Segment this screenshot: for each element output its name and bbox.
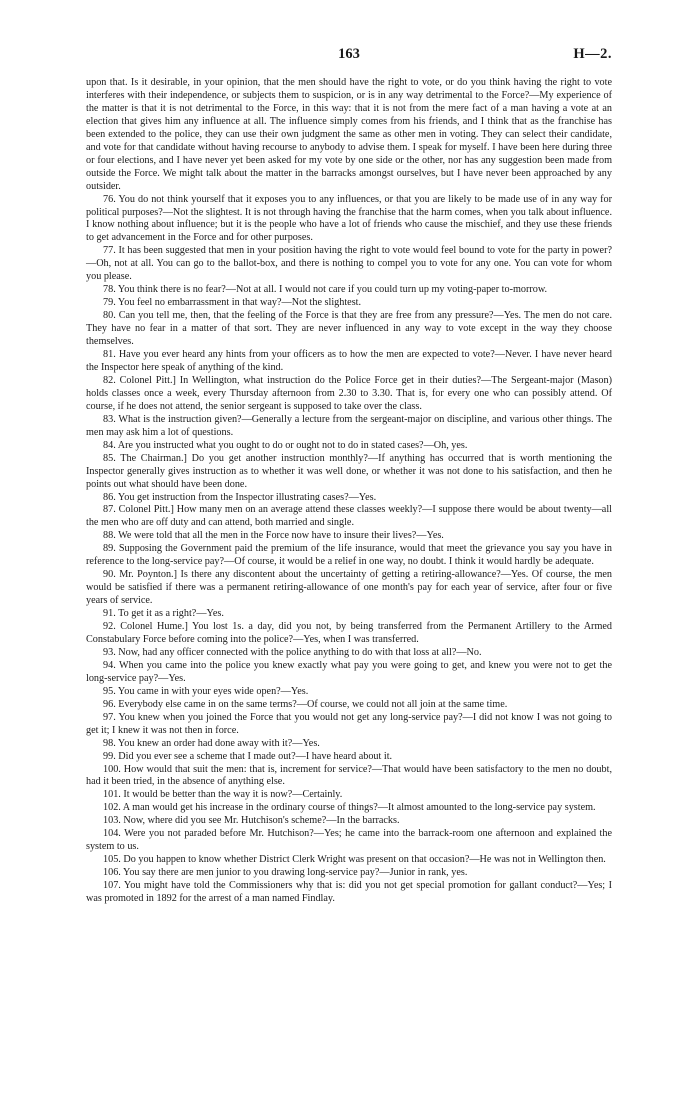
paragraph: 94. When you came into the police you knew exactly what pay you were going to get, and knew you were not to get the long-service pay?—Yes. [86, 659, 612, 684]
paragraph: 87. Colonel Pitt.] How many men on an average attend these classes weekly?—I suppose there would be about twenty—all the men who are off duty and can attend, both married and single. [86, 504, 612, 529]
paragraph: 77. It has been suggested that men in your position having the right to vote would feel bound to vote for the party in power?—Oh, not at all. You can go to the ballot-box, and there is nothing to compel you to vote for any one. You can vote for whom you please. [86, 245, 612, 283]
paragraph: 101. It would be better than the way it is now?—Certainly. [103, 789, 343, 801]
testimony-text [86, 77, 612, 906]
paragraph: 85. The Chairman.] Do you get another instruction monthly?—If anything has occurred that is worth mentioning the Inspector generally gives instruction as to whether it was well done, or whether it was not done to his satisfaction, and then he points out what should have been done. [86, 452, 612, 490]
page-header [86, 46, 612, 66]
paragraph: 78. You think there is no fear?—Not at all. I would not care if you could turn up my voting-paper to-morrow. [103, 284, 548, 296]
paragraph: 97. You knew when you joined the Force that you would not get any long-service pay?—I did not know I was not going to get it; I knew it was not then in force. [86, 711, 612, 736]
paragraph: 100. How would that suit the men: that is, increment for service?—That would have been satisfactory to the men no doubt, had it been tried, in the absence of anything else. [86, 763, 612, 788]
paragraph: 90. Mr. Poynton.] Is there any discontent about the uncertainty of getting a retiring-allowance?—Yes. Of course, the men would be satisfied if there was a permanent retiring-allowance of one month's pay for each year of service, after four or five years of service. [86, 569, 612, 607]
paragraph: 80. Can you tell me, then, that the feeling of the Force is that they are free from any pressure?—Yes. The men do not care. They have no fear in a matter of that sort. They are never influenced in any way to vote except in the way they choose themselves. [86, 310, 612, 348]
paragraph: 88. We were told that all the men in the Force now have to insure their lives?—Yes. [103, 530, 444, 542]
paragraph: 99. Did you ever see a scheme that I made out?—I have heard about it. [103, 750, 393, 762]
paragraph: 98. You knew an order had done away with it?—Yes. [103, 737, 320, 749]
paragraph: 102. A man would get his increase in the ordinary course of things?—It almost amounted to the long-service pay system. [103, 802, 596, 814]
paragraph: 106. You say there are men junior to you drawing long-service pay?—Junior in rank, yes. [103, 867, 468, 879]
paragraph: 93. Now, had any officer connected with the police anything to do with that loss at all?—No. [103, 646, 482, 658]
paragraph: 89. Supposing the Government paid the premium of the life insurance, would that meet the grievance you say you have in reference to the long-service pay?—Of course, it would be a relief in one way, no doubt. I think it would hardly be adequate. [86, 543, 612, 568]
paragraph: 95. You came in with your eyes wide open?—Yes. [103, 685, 309, 697]
paragraph: 104. Were you not paraded before Mr. Hutchison?—Yes; he came into the barrack-room one afternoon and explained the system to us. [86, 828, 612, 853]
paragraph: 76. You do not think yourself that it exposes you to any influences, or that you are likely to be made use of in any way for political purposes?—Not the slightest. It is not through having the franchise that the harm comes, when you talk about influence. I know nothing about influence; but it is the people who have a lot of friends who cause the mischief, and they use these friends to get advancement in the Force and for other purposes. [86, 193, 612, 244]
paragraph: 103. Now, where did you see Mr. Hutchison's scheme?—In the barracks. [103, 815, 400, 827]
paragraph: 83. What is the instruction given?—Generally a lecture from the sergeant-major on discipline, and various other things. The men may ask him a lot of questions. [86, 413, 612, 438]
paragraph: 92. Colonel Hume.] You lost 1s. a day, did you not, by being transferred from the Permanent Artillery to the Armed Constabulary Force before coming into the police?—Yes, when I was transferred. [86, 621, 612, 645]
paragraph: 81. Have you ever heard any hints from your officers as to how the men are expected to vote?—Never. I have never heard the Inspector here speak of anything of the kind. [86, 349, 612, 373]
paragraph: 105. Do you happen to know whether District Clerk Wright was present on that occasion?—He was not in Wellington then. [103, 854, 606, 866]
paragraph: 107. You might have told the Commissioners why that is: did you not get special promotion for gallant conduct?—Yes; I was promoted in 1892 for the arrest of a man named Findlay. [86, 880, 612, 905]
document-reference: H—2. [573, 46, 612, 62]
page-number: 163 [338, 46, 360, 62]
paragraph: 86. You get instruction from the Inspector illustrating cases?—Yes. [103, 491, 377, 503]
paragraph: 91. To get it as a right?—Yes. [103, 608, 224, 620]
paragraph: upon that. Is it desirable, in your opinion, that the men should have the right to vote, or do you think having the right to vote interferes with their independence, or subjects them to suspicion, or is in any way detrimental to the Force?—My experience of the matter is that it is not detrimental to the Force, in this way: that it is not from the mere fact of a man having a vote at an election that gives him any influence at all. The influence simply comes from his friends, and I think that as the franchise has been extended to the police, they can use their own judgment the same as other men in voting. They can select their candidate, and vote for that candidate without having recourse to anybody to advise them. I speak for myself. I have been here during three or four elections, and I have never yet been asked for my vote by one side or the other, nor has any suggestion been made from outside the Force. We might talk about the matter in the barracks amongst ourselves, but I have never been approached by any outsider. [86, 77, 612, 192]
paragraph: 79. You feel no embarrassment in that way?—Not the slightest. [103, 297, 362, 309]
paragraph: 82. Colonel Pitt.] In Wellington, what instruction do the Police Force get in their duties?—The Sergeant-major (Mason) holds classes once a week, every Thursday afternoon from 2.30 to 3.30. That is, for every one who can possibly attend. Of course, if he does not attend, the senior sergeant is supposed to take over the class. [86, 374, 612, 412]
paragraph: 96. Everybody else came in on the same terms?—Of course, we could not all join at the same time. [103, 698, 508, 710]
paragraph: 84. Are you instructed what you ought to do or ought not to do in stated cases?—Oh, yes. [103, 439, 468, 451]
